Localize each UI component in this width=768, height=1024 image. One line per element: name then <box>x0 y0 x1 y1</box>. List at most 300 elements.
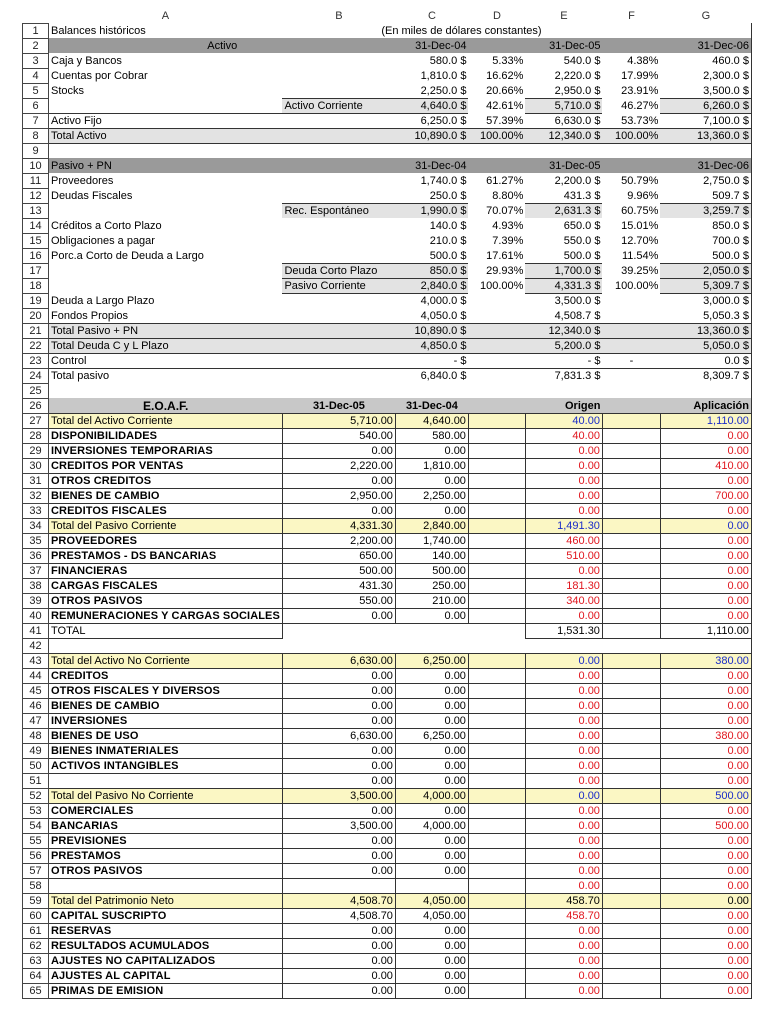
row-number[interactable]: 10 <box>23 158 49 173</box>
cell[interactable] <box>602 953 660 968</box>
value-2004[interactable] <box>395 878 468 893</box>
aplicacion-value[interactable]: 0.00 <box>660 983 751 998</box>
row-number[interactable]: 6 <box>23 98 49 113</box>
cell[interactable] <box>49 383 283 398</box>
cell[interactable] <box>468 503 525 518</box>
subtotal-label[interactable]: Pasivo Corriente <box>282 278 395 293</box>
row-number[interactable]: 50 <box>23 758 49 773</box>
cell[interactable] <box>602 518 660 533</box>
cell[interactable] <box>468 518 525 533</box>
value-2004[interactable]: 6,250.0 $ <box>395 113 468 128</box>
pct-2005[interactable]: 39.25% <box>621 264 659 277</box>
eoaf-col-2005[interactable]: 31-Dec-05 <box>282 398 395 413</box>
value-2005[interactable]: 0.00 <box>282 713 395 728</box>
row-number[interactable]: 31 <box>23 473 49 488</box>
subtotal-label[interactable]: Deuda Corto Plazo <box>282 263 395 278</box>
pct-2005[interactable] <box>602 323 660 338</box>
account-label[interactable]: BANCARIAS <box>49 818 283 833</box>
pct-2005[interactable]: - <box>602 353 660 368</box>
row-number[interactable]: 23 <box>23 353 49 368</box>
row-number[interactable]: 63 <box>23 953 49 968</box>
value-2005[interactable]: 431.3 $ <box>563 189 601 202</box>
value-2005[interactable]: 0.00 <box>282 923 395 938</box>
select-all-corner[interactable] <box>23 9 49 23</box>
account-label[interactable]: OTROS PASIVOS <box>49 593 283 608</box>
cell[interactable] <box>602 968 660 983</box>
cell[interactable] <box>525 638 602 653</box>
row-number[interactable]: 49 <box>23 743 49 758</box>
value-2004[interactable]: 4,850.0 $ <box>395 338 468 353</box>
value-2006[interactable]: 5,309.7 $ <box>660 278 751 293</box>
row-number[interactable]: 24 <box>23 368 49 383</box>
row-number[interactable]: 57 <box>23 863 49 878</box>
account-label[interactable]: BIENES DE USO <box>49 728 283 743</box>
value-2004[interactable]: 0.00 <box>395 968 468 983</box>
pct-2004[interactable]: 16.62% <box>486 69 524 82</box>
cell[interactable] <box>602 158 660 173</box>
row-number[interactable]: 14 <box>23 218 49 233</box>
date-col-g[interactable]: 31-Dec-06 <box>660 158 751 173</box>
row-number[interactable]: 35 <box>23 533 49 548</box>
aplicacion-value[interactable]: 0.00 <box>660 773 751 788</box>
grand-total-label[interactable]: TOTAL <box>49 623 283 638</box>
pct-2004[interactable] <box>468 353 525 368</box>
cell[interactable] <box>602 683 660 698</box>
pct-2004[interactable] <box>468 308 525 323</box>
cell[interactable] <box>602 413 660 428</box>
row-number[interactable]: 15 <box>23 233 49 248</box>
cell[interactable] <box>602 398 660 413</box>
pct-2004[interactable]: 70.07% <box>486 204 524 217</box>
cell[interactable] <box>602 578 660 593</box>
value-2006[interactable]: 7,100.0 $ <box>660 113 751 128</box>
pct-2005[interactable]: 15.01% <box>621 219 659 232</box>
cell[interactable] <box>282 158 395 173</box>
origen-value[interactable]: 0.00 <box>525 563 602 578</box>
aplicacion-value[interactable]: 380.00 <box>660 728 751 743</box>
row-label[interactable]: Cuentas por Cobrar <box>51 69 148 82</box>
pct-2004[interactable]: 57.39% <box>486 114 524 127</box>
value-2006[interactable]: 6,260.0 $ <box>660 98 751 113</box>
cell[interactable] <box>468 473 525 488</box>
row-number[interactable]: 8 <box>23 128 49 143</box>
subtotal-label[interactable] <box>282 338 395 353</box>
row-number[interactable]: 43 <box>23 653 49 668</box>
origen-value[interactable]: 0.00 <box>525 713 602 728</box>
row-number[interactable]: 33 <box>23 503 49 518</box>
cell[interactable] <box>49 638 283 653</box>
subtotal-label[interactable] <box>282 83 395 98</box>
cell[interactable] <box>602 548 660 563</box>
row-number[interactable]: 34 <box>23 518 49 533</box>
row-number[interactable]: 16 <box>23 248 49 263</box>
value-2005[interactable]: 2,200.00 <box>282 533 395 548</box>
cell[interactable] <box>660 638 751 653</box>
cell[interactable] <box>468 623 525 638</box>
column-header-A[interactable]: A <box>161 10 170 23</box>
origen-value[interactable]: 458.70 <box>525 908 602 923</box>
eoaf-title[interactable]: E.O.A.F. <box>49 398 283 413</box>
cell[interactable] <box>525 383 602 398</box>
value-2004[interactable]: 0.00 <box>395 743 468 758</box>
origen-value[interactable]: 458.70 <box>525 893 602 908</box>
account-label[interactable]: PRESTAMOS <box>49 848 283 863</box>
aplicacion-value[interactable]: 0.00 <box>660 578 751 593</box>
account-label[interactable]: INVERSIONES TEMPORARIAS <box>49 443 283 458</box>
aplicacion-value[interactable]: 0.00 <box>660 518 751 533</box>
pct-2004[interactable] <box>468 323 525 338</box>
row-number[interactable]: 48 <box>23 728 49 743</box>
value-2005[interactable]: 2,220.0 $ <box>554 69 601 82</box>
row-number[interactable]: 22 <box>23 338 49 353</box>
value-2005[interactable]: 2,200.0 $ <box>554 174 601 187</box>
cell[interactable] <box>468 968 525 983</box>
value-2004[interactable]: 140.0 $ <box>429 219 467 232</box>
row-label[interactable]: Total Pasivo + PN <box>49 323 283 338</box>
row-number[interactable]: 5 <box>23 83 49 98</box>
value-2004[interactable]: 0.00 <box>395 833 468 848</box>
row-number[interactable]: 42 <box>23 638 49 653</box>
origen-value[interactable]: 0.00 <box>525 743 602 758</box>
value-2004[interactable]: - $ <box>395 353 468 368</box>
account-label[interactable]: CARGAS FISCALES <box>49 578 283 593</box>
row-number[interactable]: 65 <box>23 983 49 998</box>
origen-value[interactable]: 0.00 <box>525 458 602 473</box>
row-number[interactable]: 30 <box>23 458 49 473</box>
cell[interactable] <box>602 743 660 758</box>
cell[interactable] <box>602 788 660 803</box>
cell[interactable] <box>468 698 525 713</box>
value-2004[interactable]: 250.0 $ <box>429 189 467 202</box>
value-2004[interactable]: 2,840.00 <box>395 518 468 533</box>
row-number[interactable]: 19 <box>23 293 49 308</box>
cell[interactable] <box>468 863 525 878</box>
aplicacion-value[interactable]: 0.00 <box>660 923 751 938</box>
origen-value[interactable]: 0.00 <box>525 773 602 788</box>
origen-value[interactable]: 0.00 <box>525 923 602 938</box>
cell[interactable] <box>468 728 525 743</box>
value-2004[interactable]: 0.00 <box>395 983 468 998</box>
subtotal-label[interactable] <box>282 113 395 128</box>
value-2005[interactable]: 6,630.0 $ <box>525 113 602 128</box>
value-2004[interactable]: 0.00 <box>395 848 468 863</box>
cell[interactable] <box>602 758 660 773</box>
cell[interactable] <box>468 743 525 758</box>
cell[interactable] <box>395 383 468 398</box>
row-number[interactable]: 38 <box>23 578 49 593</box>
row-label[interactable]: Créditos a Corto Plazo <box>51 219 162 232</box>
cell[interactable] <box>602 848 660 863</box>
value-2005[interactable]: 650.0 $ <box>563 219 601 232</box>
cell[interactable] <box>468 413 525 428</box>
pct-2004[interactable]: 42.61% <box>486 99 524 112</box>
row-number[interactable]: 47 <box>23 713 49 728</box>
cell[interactable] <box>468 428 525 443</box>
row-label[interactable]: Porc.a Corto de Deuda a Largo <box>51 249 204 262</box>
account-label[interactable]: FINANCIERAS <box>49 563 283 578</box>
account-label[interactable]: CREDITOS FISCALES <box>49 503 283 518</box>
cell[interactable] <box>468 788 525 803</box>
value-2006[interactable]: 3,500.0 $ <box>660 83 751 98</box>
row-number[interactable]: 62 <box>23 938 49 953</box>
cell[interactable] <box>468 668 525 683</box>
row-number[interactable]: 64 <box>23 968 49 983</box>
value-2004[interactable]: 4,000.00 <box>395 788 468 803</box>
aplicacion-value[interactable]: 0.00 <box>660 443 751 458</box>
row-number[interactable]: 37 <box>23 563 49 578</box>
row-number[interactable]: 3 <box>23 53 49 68</box>
aplicacion-value[interactable]: 1,110.00 <box>660 413 751 428</box>
cell[interactable] <box>468 803 525 818</box>
aplicacion-value[interactable]: 0.00 <box>660 713 751 728</box>
pct-2005[interactable]: 11.54% <box>621 249 659 262</box>
cell[interactable] <box>395 623 468 638</box>
account-label[interactable]: CAPITAL SUSCRIPTO <box>49 908 283 923</box>
value-2004[interactable]: 0.00 <box>395 923 468 938</box>
section-total-label[interactable]: Total del Pasivo Corriente <box>49 518 283 533</box>
value-2005[interactable]: 431.30 <box>282 578 395 593</box>
value-2004[interactable]: 0.00 <box>395 953 468 968</box>
value-2005[interactable]: 0.00 <box>282 953 395 968</box>
value-2006[interactable]: 5,050.3 $ <box>660 308 751 323</box>
sheet-subtitle[interactable]: (En miles de dólares constantes) <box>381 24 542 37</box>
value-2005[interactable]: 0.00 <box>282 683 395 698</box>
value-2005[interactable]: 3,500.00 <box>282 788 395 803</box>
cell[interactable] <box>602 503 660 518</box>
cell[interactable] <box>468 848 525 863</box>
value-2004[interactable]: 2,840.0 $ <box>395 278 468 293</box>
value-2005[interactable]: 0.00 <box>282 473 395 488</box>
account-label[interactable]: DISPONIBILIDADES <box>49 428 283 443</box>
value-2005[interactable]: 550.0 $ <box>563 234 601 247</box>
value-2005[interactable]: 540.0 $ <box>563 54 601 67</box>
row-number[interactable]: 1 <box>23 23 49 38</box>
pct-2005[interactable]: 17.99% <box>621 69 659 82</box>
value-2006[interactable]: 2,050.0 $ <box>660 263 751 278</box>
row-number[interactable]: 51 <box>23 773 49 788</box>
aplicacion-value[interactable]: 0.00 <box>660 758 751 773</box>
value-2004[interactable]: 1,740.0 $ <box>420 174 467 187</box>
row-label[interactable] <box>49 98 283 113</box>
aplicacion-value[interactable]: 0.00 <box>660 893 751 908</box>
aplicacion-value[interactable]: 0.00 <box>660 698 751 713</box>
value-2004[interactable]: 580.00 <box>395 428 468 443</box>
value-2004[interactable]: 0.00 <box>395 608 468 623</box>
value-2006[interactable]: 13,360.0 $ <box>660 323 751 338</box>
origen-value[interactable]: 0.00 <box>525 818 602 833</box>
cell[interactable] <box>602 653 660 668</box>
cell[interactable] <box>468 638 525 653</box>
pct-2005[interactable]: 12.70% <box>621 234 659 247</box>
value-2005[interactable]: 4,508.70 <box>282 908 395 923</box>
aplicacion-value[interactable]: 500.00 <box>660 818 751 833</box>
value-2005[interactable]: 6,630.00 <box>282 653 395 668</box>
value-2005[interactable]: 5,200.0 $ <box>525 338 602 353</box>
aplicacion-value[interactable]: 500.00 <box>660 788 751 803</box>
pct-2004[interactable] <box>468 368 525 383</box>
value-2004[interactable]: 4,050.0 $ <box>420 309 467 322</box>
value-2005[interactable]: 550.00 <box>282 593 395 608</box>
cell[interactable] <box>602 428 660 443</box>
row-number[interactable]: 18 <box>23 278 49 293</box>
value-2004[interactable]: 4,640.0 $ <box>395 98 468 113</box>
origen-value[interactable]: 0.00 <box>525 953 602 968</box>
section-total-label[interactable]: Total del Pasivo No Corriente <box>49 788 283 803</box>
value-2004[interactable]: 4,050.00 <box>395 908 468 923</box>
cell[interactable] <box>602 893 660 908</box>
column-header-C[interactable]: C <box>427 10 436 23</box>
value-2005[interactable]: - $ <box>525 353 602 368</box>
value-2004[interactable]: 210.0 $ <box>429 234 467 247</box>
cell[interactable] <box>468 683 525 698</box>
value-2005[interactable]: 3,500.00 <box>282 818 395 833</box>
account-label[interactable]: ACTIVOS INTANGIBLES <box>49 758 283 773</box>
row-number[interactable]: 9 <box>23 143 49 158</box>
row-label[interactable] <box>49 278 283 293</box>
cell[interactable] <box>468 653 525 668</box>
origen-value[interactable]: 0.00 <box>525 758 602 773</box>
aplicacion-value[interactable]: 0.00 <box>660 848 751 863</box>
pct-2004[interactable]: 5.33% <box>492 54 524 67</box>
row-number[interactable]: 41 <box>23 623 49 638</box>
origen-value[interactable]: 0.00 <box>525 863 602 878</box>
cell[interactable] <box>49 143 283 158</box>
aplicacion-value[interactable]: 0.00 <box>660 503 751 518</box>
column-header-B[interactable]: B <box>335 10 343 23</box>
account-label[interactable]: PRIMAS DE EMISION <box>49 983 283 998</box>
origen-value[interactable]: 0.00 <box>525 983 602 998</box>
row-number[interactable]: 56 <box>23 848 49 863</box>
aplicacion-value[interactable]: 0.00 <box>660 608 751 623</box>
value-2005[interactable]: 650.00 <box>282 548 395 563</box>
value-2005[interactable]: 500.0 $ <box>563 249 601 262</box>
cell[interactable] <box>660 23 751 38</box>
row-number[interactable]: 39 <box>23 593 49 608</box>
origen-header[interactable]: Origen <box>525 398 602 413</box>
origen-value[interactable]: 0.00 <box>525 668 602 683</box>
cell[interactable] <box>468 818 525 833</box>
value-2004[interactable]: 0.00 <box>395 668 468 683</box>
pct-2005[interactable] <box>602 368 660 383</box>
value-2006[interactable]: 3,259.7 $ <box>660 203 751 218</box>
row-label[interactable] <box>49 203 283 218</box>
cell[interactable] <box>468 833 525 848</box>
pct-2005[interactable]: 100.00% <box>602 128 660 143</box>
pct-2005[interactable]: 23.91% <box>621 84 659 97</box>
value-2006[interactable]: 500.0 $ <box>660 248 751 263</box>
pct-2005[interactable]: 50.79% <box>621 174 659 187</box>
date-col-c[interactable]: 31-Dec-04 <box>395 158 468 173</box>
value-2005[interactable]: 12,340.0 $ <box>525 323 602 338</box>
pct-2004[interactable] <box>468 293 525 308</box>
account-label[interactable]: AJUSTES AL CAPITAL <box>49 968 283 983</box>
value-2005[interactable]: 0.00 <box>282 848 395 863</box>
row-number[interactable]: 36 <box>23 548 49 563</box>
account-label[interactable]: AJUSTES NO CAPITALIZADOS <box>49 953 283 968</box>
cell[interactable] <box>602 863 660 878</box>
aplicacion-value[interactable]: 0.00 <box>660 968 751 983</box>
value-2005[interactable]: 4,331.3 $ <box>525 278 602 293</box>
value-2004[interactable]: 580.0 $ <box>429 54 467 67</box>
value-2005[interactable]: 0.00 <box>282 668 395 683</box>
value-2005[interactable]: 0.00 <box>282 803 395 818</box>
row-number[interactable]: 17 <box>23 263 49 278</box>
value-2005[interactable]: 500.00 <box>282 563 395 578</box>
origen-value[interactable]: 510.00 <box>525 548 602 563</box>
account-label[interactable]: OTROS FISCALES Y DIVERSOS <box>49 683 283 698</box>
pasivo-header-label[interactable]: Pasivo + PN <box>49 158 283 173</box>
value-2005[interactable]: 12,340.0 $ <box>525 128 602 143</box>
cell[interactable] <box>395 143 468 158</box>
value-2006[interactable]: 13,360.0 $ <box>660 128 751 143</box>
value-2004[interactable]: 2,250.0 $ <box>420 84 467 97</box>
column-header-G[interactable]: G <box>701 10 711 23</box>
cell[interactable] <box>525 143 602 158</box>
value-2004[interactable]: 6,250.00 <box>395 728 468 743</box>
row-number[interactable]: 20 <box>23 308 49 323</box>
cell[interactable] <box>468 593 525 608</box>
cell[interactable] <box>602 383 660 398</box>
row-number[interactable]: 32 <box>23 488 49 503</box>
value-2005[interactable]: 0.00 <box>282 863 395 878</box>
pct-2005[interactable]: 46.27% <box>621 99 659 112</box>
row-label[interactable]: Caja y Bancos <box>51 54 122 67</box>
origen-value[interactable]: 340.00 <box>525 593 602 608</box>
subtotal-label[interactable] <box>282 323 395 338</box>
value-2005[interactable]: 2,950.00 <box>282 488 395 503</box>
cell[interactable] <box>602 23 660 38</box>
cell[interactable] <box>602 773 660 788</box>
value-2004[interactable]: 6,840.0 $ <box>395 368 468 383</box>
value-2006[interactable]: 5,050.0 $ <box>660 338 751 353</box>
row-label[interactable]: Total Deuda C y L Plazo <box>49 338 283 353</box>
value-2005[interactable]: 0.00 <box>282 938 395 953</box>
pct-2005[interactable] <box>602 338 660 353</box>
aplicacion-value[interactable]: 700.00 <box>660 488 751 503</box>
pct-2005[interactable] <box>602 293 660 308</box>
origen-value[interactable]: 0.00 <box>525 473 602 488</box>
cell[interactable] <box>602 473 660 488</box>
cell[interactable] <box>602 533 660 548</box>
origen-value[interactable]: 0.00 <box>525 488 602 503</box>
row-number[interactable]: 46 <box>23 698 49 713</box>
value-2004[interactable]: 0.00 <box>395 758 468 773</box>
cell[interactable] <box>602 908 660 923</box>
aplicacion-value[interactable]: 0.00 <box>660 473 751 488</box>
row-number[interactable]: 58 <box>23 878 49 893</box>
total-origen[interactable]: 1,531.30 <box>525 623 602 638</box>
row-number[interactable]: 21 <box>23 323 49 338</box>
value-2004[interactable]: 850.0 $ <box>395 263 468 278</box>
cell[interactable] <box>468 578 525 593</box>
value-2006[interactable]: 8,309.7 $ <box>660 368 751 383</box>
account-label[interactable] <box>49 773 283 788</box>
account-label[interactable]: PROVEEDORES <box>49 533 283 548</box>
cell[interactable] <box>602 713 660 728</box>
value-2005[interactable]: 0.00 <box>282 743 395 758</box>
cell[interactable] <box>468 908 525 923</box>
origen-value[interactable]: 0.00 <box>525 443 602 458</box>
value-2006[interactable]: 460.0 $ <box>660 53 751 68</box>
cell[interactable] <box>468 713 525 728</box>
row-number[interactable]: 28 <box>23 428 49 443</box>
row-label[interactable]: Deuda a Largo Plazo <box>51 294 155 307</box>
cell[interactable] <box>468 143 525 158</box>
account-label[interactable]: COMERCIALES <box>49 803 283 818</box>
value-2004[interactable]: 10,890.0 $ <box>395 128 468 143</box>
aplicacion-value[interactable]: 0.00 <box>660 803 751 818</box>
value-2005[interactable]: 0.00 <box>282 608 395 623</box>
